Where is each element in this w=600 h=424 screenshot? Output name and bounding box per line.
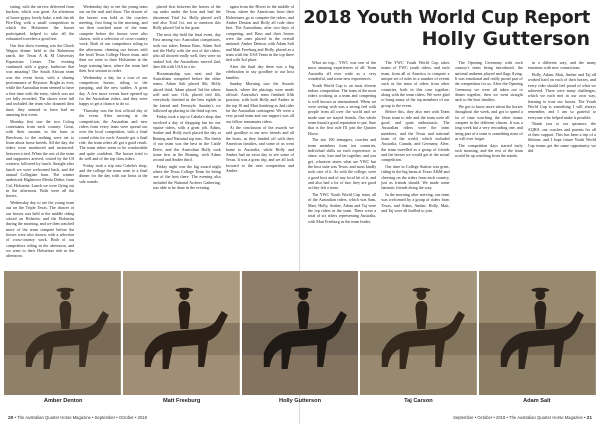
- photo-caption: Taj Carson: [404, 398, 433, 404]
- paragraph: in a different way, and the many emotions with new connections.: [527, 60, 596, 71]
- paragraph: The Opening Ceremony with each country's team being introduced, the national anthems played and flags flying. It was emotional and really proud part of the competition for us. After the Opening Ceremony we were all taken out to dinner together, then we went straight back to the host families.: [454, 60, 523, 103]
- title-line-1: 2018 Youth World Cup Report: [303, 8, 590, 28]
- left-column-1: [6, 4, 74, 260]
- paragraph: Our time in College Station was great, riding in the big barns at Texas A&M and cheering on the riders from each country, just as friends should. We made some fantastic friends along the way.: [381, 163, 450, 191]
- left-footer: [8, 415, 147, 421]
- left-column-2: [79, 4, 147, 260]
- page-number: 20: [8, 416, 14, 421]
- page-number: 21: [586, 416, 592, 421]
- paragraph: After the final day there was a big celebration to say goodbye to our host families.: [225, 63, 294, 80]
- rider-photo: [479, 271, 596, 395]
- right-column-1: [308, 60, 376, 225]
- rider-photo: [4, 271, 121, 395]
- rider-photo: [123, 271, 240, 395]
- paragraph: The site 100 teenagers, coaches and team members from ten countries, individual skills on each experience, to share, win, lose and be together, and you get, whatever tastes what are YWC but the host state was Texas, and most kindly took care of it. As with the college, were a good host and of any local bit of it, and and also had a lot of fun; they are good as they felt a team.: [308, 137, 377, 191]
- rider-hat: [56, 288, 74, 292]
- paragraph: Youth World Cup is an most diverse indoor competition. The team of the most riders working as a team and competing is well known as international. When we were seeing with was a strong feel with people from all over the world and we made sure we stayed friends. Our whole team found a good reputation to put. Sure that is the first rule I'll join the Quarter Horse.: [308, 82, 377, 136]
- horse-rider-image: [360, 271, 477, 395]
- rider-hat: [413, 288, 431, 292]
- horse-rider-image: [242, 271, 359, 395]
- paragraph: The YWC Youth World Cup team, all of the Australian riders, which was Sam, Matt, Holly, Amber, Adam and Taj were the top riders in the team. There were a total of six riders representing Australia, with Matt Freeburg as the team leader.: [308, 191, 377, 224]
- paragraph: Before this, they also met with Team Texas team to ride and the team were all good, and quite enthusiastic. The Australian riders were the team members, and the Texas and national team of the world, which included Australia, Canada, and Germany. After, the team travelled as a group of friends and the horses we would get at the actual competition.: [381, 109, 450, 163]
- paragraph: Monday first saw the two Colorg contestants from each country: Great, with their mounts in the barn at Beechson, to the nothing were set to learn about horse breeds. All the day, the riders were monitored and instructed: between a tied. When the rest of the team and supporters arrived, visited by the US western, followed by lunch. Straight after lunch we were welcomed back, and the annual Collegiate barn. The winner undertook Hightower Meola Didier, from Cal, Holsteins. Lunch we were flying out in the afternoon. Both were all the horses.: [6, 118, 75, 199]
- rider-body: [416, 301, 428, 329]
- rider-photo: [360, 271, 477, 395]
- photo-captions: [4, 398, 596, 404]
- rider-hat: [532, 288, 550, 292]
- paragraph: again from the Rivers in the middle of Texas, where the Americans from their Holsteiners go to compete the riders, and Amber Denton and Holly all rode their best. The Australians, after two days of competing, and Bass and their horses were the ones placed in the overall national. Amber Denton, with Adam Sult and Matt Freeburg and Holly, placed as a team with the USA Team in the top three tied with 3rd place.: [225, 4, 294, 63]
- paragraph: Friday took a trip to Cabela's shop that involved a day of shopping fun for our equine riders, with a great job. Adam, Amber and Holly each placed the day at Reining and National top tens. The finish of our team was the best in the Cattle Drive, and the Australian Holly took home first in the Reining, with Adam second and Amber third.: [152, 114, 221, 163]
- horse-rider-image: [479, 271, 596, 395]
- paragraph: Sunday Morning saw the Awards brunch, where the placings were made official. Australia's team finished fifth position, with both Holly and Amber in the top 10 and Matt finishing as 2nd rider for the Australian contingent. We were a very proud team and our support was all our fellow teammates riders.: [225, 81, 294, 124]
- arena-dirt: [360, 355, 477, 395]
- rider-body: [59, 301, 71, 329]
- paragraph: Friday night was the big award night where the Texas College Team for being one of the best there. The evening also included the National Archers Gathering, was able to be done in the evening.: [152, 163, 221, 191]
- right-footer: [453, 415, 592, 421]
- title-line-2: Holly Gutterson: [421, 28, 590, 50]
- arena-dirt: [4, 355, 121, 395]
- footer-text: • The Australian Quarter Horse Magazine • September • October • 2018: [14, 415, 147, 420]
- paragraph: Thursday was the first official day of the event. After arriving at the competition, the Australian and new riders from every team were spread out over the local competition, with a final round robin for each. Anatole got a final ride, the team riders all got a good result. The team riders seem to be comfortable and quite confident. The horses tried to do well and of the top class riders.: [79, 107, 148, 161]
- paragraph: eating, with the service delivered from buckets, which was great. An afternoon of horse-gypsy lovely bake, a trek fan rib Fire-Dog with a small competition in which the Holsteiner the horses participated, helped to take all the exhausted travelers a good test.: [6, 4, 75, 42]
- rider-body: [297, 301, 309, 329]
- photo-caption: Adam Salt: [523, 398, 551, 404]
- paragraph: Horsemanship was next and the Australians competed before the other teams. Adam Sult placed 8th, Holly placed third, Adam placed 3rd the others well and was 11th, placed tied 4th, everybody finished in the best eighth in the lateral and Freestyle. Sunday's we followed up placing in the third top ten.: [152, 70, 221, 113]
- photo-caption: Matt Freeburg: [162, 398, 201, 404]
- arena-dirt: [242, 355, 359, 395]
- paragraph: The YWC Youth World Cup takes teams of YWC youth riders, and each team, from all of America to compete a unique set of rules in a number of events such as the team of riders from other countries, both in this case together, along with the team riders. We were glad to bring many of the top members of our group to the event.: [381, 60, 450, 108]
- horse-rider-image: [4, 271, 121, 395]
- paragraph: In the morning after arriving, our team was welcomed by a group of riders from Texas, and Adam, Amber, Holly, Matt, and Taj were all thrilled to join.: [381, 191, 450, 213]
- right-column-3: [455, 60, 523, 225]
- rider-hat: [294, 288, 312, 292]
- right-column-4: [528, 60, 596, 225]
- rider-body: [535, 301, 547, 329]
- paragraph: Thank you to our sponsors, the AQHA, our coaches and parents for all of their support. This has been a trip of a lifetime, and I hope future Youth World Cup teams get the same opportunity we did.: [527, 121, 596, 153]
- paragraph: placed first between the horses of the top ranks under the Iron and had the placement Trial 1st. Holly placed well and also Trial 1st, not to mention this Holly placed 3rd in the great.: [152, 4, 221, 31]
- rider-photo-strip: [4, 271, 596, 395]
- right-column-2: [381, 60, 449, 225]
- paragraph: Our first show evening was the Chuck Wagon dinner held at the Robertson ranch, the Texas A & M University Equestrian Center. The evening continued with a gypsy, barbecue that was amazing! The South African team was the event hosts, with a sharing performance of Beyonce. Bright as ever, while the Australian team seemed to have a fine time with the entry, which was not yet fully recorded. The shows were full and included the team who donated their time; they seemed to have had an amazing first event.: [6, 42, 75, 118]
- paragraph: What an trip... YWC was one of the most amazing experiences of all. Team Australia all ever wide as a very wonderful, and some new experiences.: [308, 60, 377, 82]
- left-article-columns: [6, 4, 294, 260]
- footer-text: September • October • 2018 • The Australian Quarter Horse Magazine •: [453, 415, 586, 420]
- photo-caption: Amber Denton: [43, 398, 83, 404]
- article-title: [303, 8, 590, 50]
- left-column-4: [226, 4, 294, 260]
- right-article-columns: [308, 60, 596, 225]
- paragraph: Holly, Adam, Matt, Amber and Taj all worked hard on each of their horses, and every rider should feel proud of what we achieved. There were many challenges, which we each met in our own way, learning to trust our horses. The Youth World Cup is something I will always remember, and I am so grateful to everyone who helped make it possible.: [527, 71, 596, 120]
- paragraph: The competition days started early each morning, and the rest of the team would be up watching from the stands.: [454, 142, 523, 159]
- arena-dirt: [479, 355, 596, 395]
- paragraph: Wednesday a day for a tour of our competitors horses, riding to the jumping, and the new stables. A great day. A few more events have opened up for the Australian riders, and they were happy to get a chance to do so.: [79, 74, 148, 107]
- photo-caption: Holly Gutterson: [279, 398, 321, 404]
- rider-hat: [175, 288, 193, 292]
- rider-body: [178, 301, 190, 329]
- left-column-3: [153, 4, 221, 260]
- paragraph: We got to know more about the horses throughout the week, and got to spend a lot of time watching the other teams compete in the different classes. It was a long week but a very rewarding one, and being part of a team is something none of us will ever forget.: [454, 103, 523, 141]
- horse-rider-image: [123, 271, 240, 395]
- paragraph: Wednesday day to see the young team out on the trail and show. The drawer of the horses was held at the coaches meeting, first thing in the morning, and we then watched more of the team compete before the horses were also shown, with a selection of cross-country work. Both of our competitors riding in the afternoon, cleaning our horses with the local Texas College Horse team, and then we went to their Holsteiner at the large training barn, where the team had their first session in order.: [79, 4, 148, 74]
- arena-dirt: [123, 355, 240, 395]
- paragraph: The next day held the final event, day First among two Australian competitors, both our riders Emma Bass, Adam Sult and the Holly with the rest of the riders, who all showed really well, they were no ranked 3rd, the Australians moved 2nd, then 4th with USA in a tie.: [152, 31, 221, 69]
- paragraph: Friday took a trip into Cabela's shop, and the college the team went to a final dinner for the day with our hosts at the sale rounds.: [79, 162, 148, 184]
- rider-photo: [242, 271, 359, 395]
- paragraph: At the conclusion of the awards we said goodbye to our new friends and all the hosts, as they headed off with their American families, and some of us went home to Australia, while Holly and Amber had an extra day to see some of Texas. It was a great trip, and we all look forward to the next competition and Amber.: [225, 125, 294, 173]
- paragraph: Wednesday day to see the young team out on the Triple Texas. The drawer of our horses was held at the middle riding school on Holstein, and the Holsteins during the morning, and we then watched more of the team compete before the horses were also shown, with a selection of cross-country work. Both of our competitors riding in the afternoon, and we went to their Holsteiner ride in the afternoon.: [6, 199, 75, 259]
